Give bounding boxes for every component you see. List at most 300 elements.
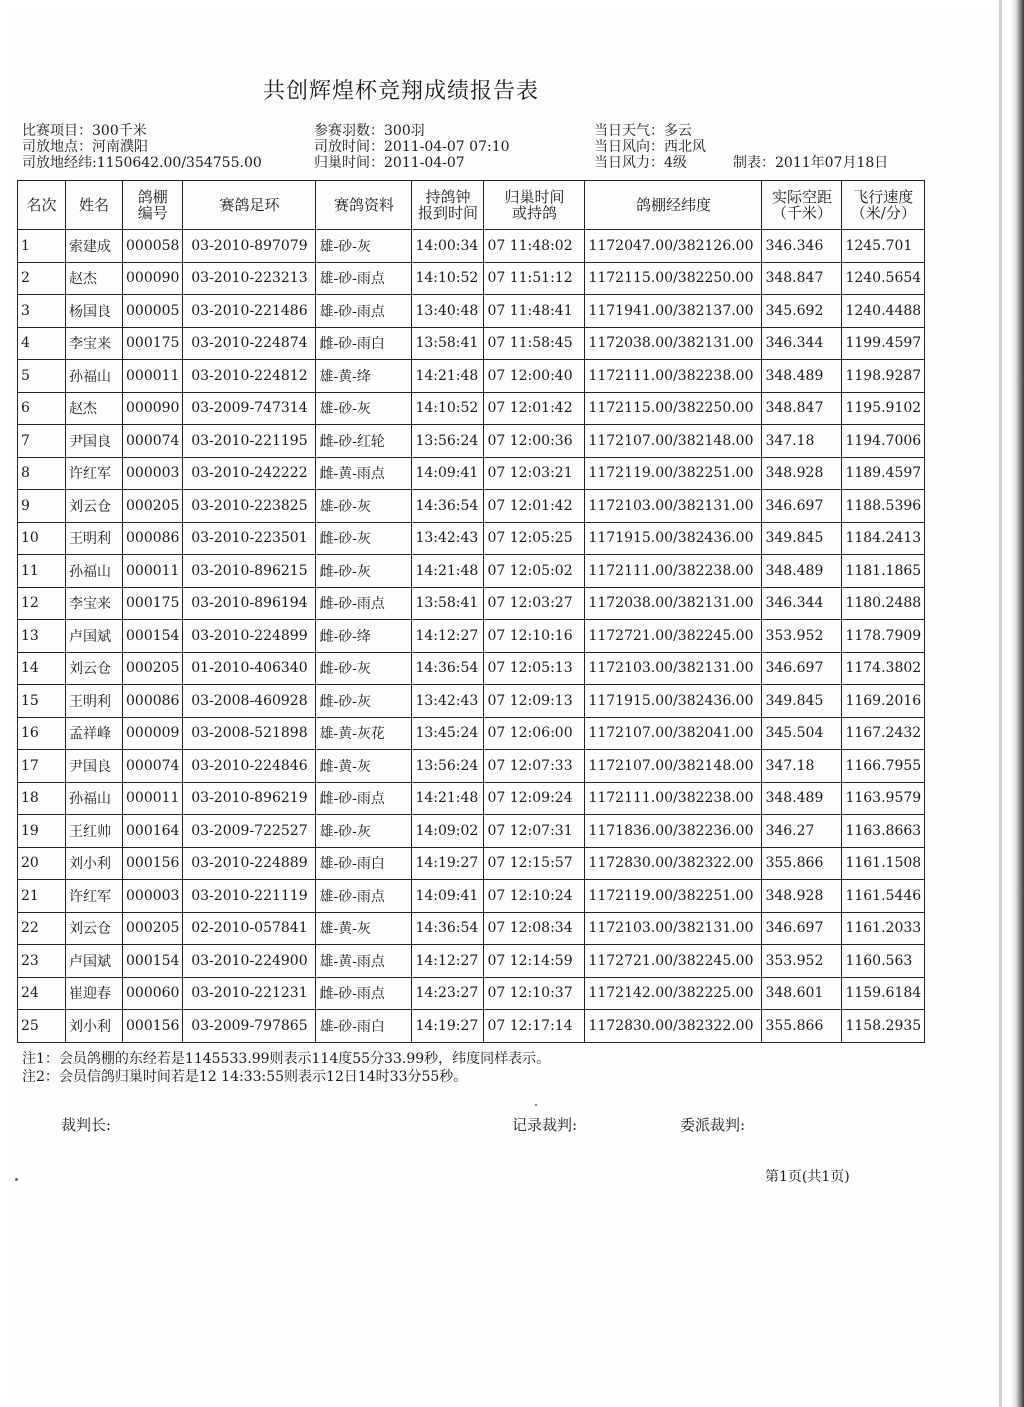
cell-loft-coordinates: 1172038.00/382131.00 xyxy=(585,587,762,620)
entry-count: 参赛羽数：300羽 xyxy=(314,123,425,139)
release-location: 司放地点：河南濮阳 xyxy=(22,139,148,155)
cell-rank: 10 xyxy=(18,522,66,555)
cell-clock-time: 14:12:27 xyxy=(412,620,484,653)
cell-loft-id: 000205 xyxy=(123,490,183,523)
cell-name: 尹国良 xyxy=(66,425,123,458)
cell-name: 赵杰 xyxy=(66,262,123,295)
cell-loft-coordinates: 1172830.00/382322.00 xyxy=(585,847,762,880)
cell-distance: 353.952 xyxy=(762,945,842,978)
cell-loft-coordinates: 1171836.00/382236.00 xyxy=(585,815,762,848)
wind-direction: 当日风向：西北风 xyxy=(594,139,706,155)
table-row xyxy=(18,392,925,425)
cell-bird-info: 雄-黄-雨点 xyxy=(316,945,412,978)
cell-clock-time: 13:56:24 xyxy=(412,425,484,458)
cell-ring-number: 03-2009-747314 xyxy=(183,392,316,425)
cell-name: 王明利 xyxy=(66,685,123,718)
cell-distance: 346.697 xyxy=(762,652,842,685)
cell-name: 卢国斌 xyxy=(66,620,123,653)
cell-ring-number: 03-2008-460928 xyxy=(183,685,316,718)
cell-loft-id: 000011 xyxy=(123,782,183,815)
cell-distance: 346.344 xyxy=(762,587,842,620)
cell-loft-coordinates: 1171915.00/382436.00 xyxy=(585,522,762,555)
cell-clock-time: 14:09:41 xyxy=(412,880,484,913)
table-body xyxy=(18,230,925,1043)
cell-clock-time: 13:45:24 xyxy=(412,717,484,750)
column-header-distance: 实际空距 （千米） xyxy=(762,181,842,230)
cell-loft-id: 000175 xyxy=(123,587,183,620)
return-time: 归巢时间：2011-04-07 xyxy=(314,155,465,171)
table-row xyxy=(18,945,925,978)
column-header-return-time: 归巢时间 或持鸽 xyxy=(484,181,585,230)
cell-distance: 353.952 xyxy=(762,620,842,653)
table-row xyxy=(18,717,925,750)
table-row xyxy=(18,327,925,360)
cell-speed: 1158.2935 xyxy=(842,1010,925,1043)
cell-rank: 11 xyxy=(18,555,66,588)
scan-edge-shadow xyxy=(1010,0,1024,1407)
cell-loft-coordinates: 1172119.00/382251.00 xyxy=(585,880,762,913)
note-1: 注1：会员鸽棚的东经若是1145533.99则表示114度55分33.99秒，纬度同样表示。 xyxy=(22,1051,551,1067)
table-row xyxy=(18,587,925,620)
cell-loft-id: 000090 xyxy=(123,392,183,425)
cell-bird-info: 雌-砂-雨点 xyxy=(316,587,412,620)
cell-name: 孟祥峰 xyxy=(66,717,123,750)
cell-distance: 345.692 xyxy=(762,295,842,328)
cell-return-time: 07 12:14:59 xyxy=(484,945,585,978)
cell-return-time: 07 12:00:40 xyxy=(484,360,585,393)
cell-clock-time: 14:36:54 xyxy=(412,652,484,685)
cell-return-time: 07 12:08:34 xyxy=(484,912,585,945)
results-table xyxy=(17,180,925,1043)
cell-clock-time: 14:36:54 xyxy=(412,490,484,523)
cell-rank: 2 xyxy=(18,262,66,295)
cell-distance: 348.489 xyxy=(762,360,842,393)
cell-bird-info: 雌-砂-绛 xyxy=(316,620,412,653)
cell-loft-id: 000205 xyxy=(123,652,183,685)
cell-speed: 1184.2413 xyxy=(842,522,925,555)
cell-speed: 1245.701 xyxy=(842,230,925,263)
cell-speed: 1178.7909 xyxy=(842,620,925,653)
cell-name: 孙福山 xyxy=(66,360,123,393)
table-row xyxy=(18,360,925,393)
cell-return-time: 07 12:10:24 xyxy=(484,880,585,913)
cell-rank: 20 xyxy=(18,847,66,880)
cell-speed: 1166.7955 xyxy=(842,750,925,783)
cell-bird-info: 雄-黄-灰 xyxy=(316,912,412,945)
cell-speed: 1161.1508 xyxy=(842,847,925,880)
table-row xyxy=(18,425,925,458)
cell-distance: 349.845 xyxy=(762,685,842,718)
cell-clock-time: 14:23:27 xyxy=(412,977,484,1010)
cell-speed: 1174.3802 xyxy=(842,652,925,685)
cell-rank: 16 xyxy=(18,717,66,750)
cell-distance: 348.928 xyxy=(762,457,842,490)
cell-ring-number: 03-2010-224900 xyxy=(183,945,316,978)
cell-rank: 21 xyxy=(18,880,66,913)
cell-loft-id: 000003 xyxy=(123,880,183,913)
table-row xyxy=(18,457,925,490)
cell-name: 许红军 xyxy=(66,457,123,490)
cell-name: 孙福山 xyxy=(66,782,123,815)
cell-loft-coordinates: 1171941.00/382137.00 xyxy=(585,295,762,328)
cell-bird-info: 雄-砂-雨点 xyxy=(316,295,412,328)
cell-rank: 7 xyxy=(18,425,66,458)
appointed-referee-label: 委派裁判: xyxy=(680,1116,746,1134)
cell-name: 杨国良 xyxy=(66,295,123,328)
cell-name: 王红帅 xyxy=(66,815,123,848)
cell-return-time: 07 12:05:13 xyxy=(484,652,585,685)
cell-distance: 347.18 xyxy=(762,750,842,783)
cell-distance: 349.845 xyxy=(762,522,842,555)
cell-clock-time: 14:09:41 xyxy=(412,457,484,490)
cell-distance: 355.866 xyxy=(762,1010,842,1043)
cell-rank: 23 xyxy=(18,945,66,978)
table-row xyxy=(18,685,925,718)
cell-loft-coordinates: 1172111.00/382238.00 xyxy=(585,360,762,393)
cell-clock-time: 14:19:27 xyxy=(412,847,484,880)
cell-loft-coordinates: 1172721.00/382245.00 xyxy=(585,945,762,978)
cell-ring-number: 03-2009-797865 xyxy=(183,1010,316,1043)
cell-loft-id: 000086 xyxy=(123,522,183,555)
cell-rank: 5 xyxy=(18,360,66,393)
weather: 当日天气：多云 xyxy=(594,123,692,139)
cell-return-time: 07 12:10:16 xyxy=(484,620,585,653)
page-number: 第1页(共1页) xyxy=(765,1169,850,1185)
cell-speed: 1188.5396 xyxy=(842,490,925,523)
cell-distance: 345.504 xyxy=(762,717,842,750)
cell-name: 刘云仓 xyxy=(66,912,123,945)
cell-loft-coordinates: 1172111.00/382238.00 xyxy=(585,782,762,815)
table-row xyxy=(18,262,925,295)
cell-return-time: 07 12:03:21 xyxy=(484,457,585,490)
cell-loft-coordinates: 1172038.00/382131.00 xyxy=(585,327,762,360)
column-header-bird-info: 赛鸽资料 xyxy=(316,181,412,230)
cell-name: 李宝来 xyxy=(66,587,123,620)
release-coordinates: 司放地经纬:1150642.00/354755.00 xyxy=(22,155,262,171)
cell-ring-number: 03-2010-221486 xyxy=(183,295,316,328)
table-row xyxy=(18,620,925,653)
cell-loft-coordinates: 1172115.00/382250.00 xyxy=(585,262,762,295)
cell-loft-id: 000009 xyxy=(123,717,183,750)
cell-ring-number: 03-2010-221119 xyxy=(183,880,316,913)
cell-bird-info: 雄-砂-雨点 xyxy=(316,262,412,295)
cell-loft-id: 000090 xyxy=(123,262,183,295)
cell-clock-time: 14:00:34 xyxy=(412,230,484,263)
cell-return-time: 07 12:01:42 xyxy=(484,392,585,425)
cell-return-time: 07 12:10:37 xyxy=(484,977,585,1010)
cell-ring-number: 03-2009-722527 xyxy=(183,815,316,848)
cell-rank: 1 xyxy=(18,230,66,263)
cell-distance: 355.866 xyxy=(762,847,842,880)
table-header-row xyxy=(18,181,925,230)
column-header-clock-time: 持鸽钟 报到时间 xyxy=(412,181,484,230)
cell-speed: 1163.9579 xyxy=(842,782,925,815)
cell-clock-time: 14:19:27 xyxy=(412,1010,484,1043)
column-header-ring-number: 赛鸽足环 xyxy=(183,181,316,230)
cell-rank: 8 xyxy=(18,457,66,490)
cell-speed: 1195.9102 xyxy=(842,392,925,425)
cell-bird-info: 雌-黄-灰 xyxy=(316,750,412,783)
cell-rank: 17 xyxy=(18,750,66,783)
cell-return-time: 07 12:05:02 xyxy=(484,555,585,588)
cell-loft-coordinates: 1172103.00/382131.00 xyxy=(585,490,762,523)
cell-bird-info: 雄-砂-雨白 xyxy=(316,1010,412,1043)
cell-return-time: 07 12:09:24 xyxy=(484,782,585,815)
recording-referee-label: 记录裁判: xyxy=(512,1116,578,1134)
cell-loft-id: 000154 xyxy=(123,620,183,653)
cell-return-time: 07 11:48:41 xyxy=(484,295,585,328)
cell-bird-info: 雌-砂-雨点 xyxy=(316,782,412,815)
cell-speed: 1169.2016 xyxy=(842,685,925,718)
cell-name: 卢国斌 xyxy=(66,945,123,978)
cell-bird-info: 雌-砂-灰 xyxy=(316,685,412,718)
cell-loft-coordinates: 1172107.00/382148.00 xyxy=(585,750,762,783)
cell-speed: 1159.6184 xyxy=(842,977,925,1010)
column-header-name: 姓名 xyxy=(66,181,123,230)
cell-name: 刘云仓 xyxy=(66,652,123,685)
cell-return-time: 07 12:17:14 xyxy=(484,1010,585,1043)
table-row xyxy=(18,295,925,328)
cell-rank: 22 xyxy=(18,912,66,945)
cell-name: 孙福山 xyxy=(66,555,123,588)
cell-loft-coordinates: 1172142.00/382225.00 xyxy=(585,977,762,1010)
table-row xyxy=(18,230,925,263)
cell-ring-number: 03-2008-521898 xyxy=(183,717,316,750)
table-row xyxy=(18,815,925,848)
cell-ring-number: 03-2010-224874 xyxy=(183,327,316,360)
cell-ring-number: 03-2010-896194 xyxy=(183,587,316,620)
cell-loft-id: 000175 xyxy=(123,327,183,360)
cell-loft-id: 000058 xyxy=(123,230,183,263)
cell-rank: 24 xyxy=(18,977,66,1010)
cell-clock-time: 13:56:24 xyxy=(412,750,484,783)
cell-speed: 1198.9287 xyxy=(842,360,925,393)
cell-distance: 346.697 xyxy=(762,490,842,523)
cell-loft-id: 000005 xyxy=(123,295,183,328)
cell-rank: 6 xyxy=(18,392,66,425)
cell-loft-coordinates: 1172119.00/382251.00 xyxy=(585,457,762,490)
cell-bird-info: 雄-砂-灰 xyxy=(316,230,412,263)
cell-speed: 1240.4488 xyxy=(842,295,925,328)
cell-name: 李宝来 xyxy=(66,327,123,360)
note-2: 注2：会员信鸽归巢时间若是12 14:33:55则表示12日14时33分55秒。 xyxy=(22,1069,468,1085)
cell-loft-id: 000011 xyxy=(123,360,183,393)
cell-return-time: 07 12:07:31 xyxy=(484,815,585,848)
cell-ring-number: 03-2010-223501 xyxy=(183,522,316,555)
table-row xyxy=(18,782,925,815)
release-time: 司放时间：2011-04-07 07:10 xyxy=(314,139,510,155)
cell-ring-number: 03-2010-224846 xyxy=(183,750,316,783)
cell-loft-id: 000205 xyxy=(123,912,183,945)
cell-clock-time: 13:42:43 xyxy=(412,522,484,555)
cell-return-time: 07 12:05:25 xyxy=(484,522,585,555)
cell-clock-time: 13:58:41 xyxy=(412,587,484,620)
cell-speed: 1167.2432 xyxy=(842,717,925,750)
cell-loft-coordinates: 1171915.00/382436.00 xyxy=(585,685,762,718)
column-header-rank: 名次 xyxy=(18,181,66,230)
cell-rank: 25 xyxy=(18,1010,66,1043)
cell-speed: 1160.563 xyxy=(842,945,925,978)
cell-loft-coordinates: 1172111.00/382238.00 xyxy=(585,555,762,588)
cell-name: 王明利 xyxy=(66,522,123,555)
cell-ring-number: 03-2010-223213 xyxy=(183,262,316,295)
cell-speed: 1194.7006 xyxy=(842,425,925,458)
cell-clock-time: 14:21:48 xyxy=(412,555,484,588)
cell-distance: 346.344 xyxy=(762,327,842,360)
cell-clock-time: 14:36:54 xyxy=(412,912,484,945)
cell-speed: 1199.4597 xyxy=(842,327,925,360)
cell-loft-id: 000156 xyxy=(123,1010,183,1043)
cell-rank: 12 xyxy=(18,587,66,620)
cell-return-time: 07 11:48:02 xyxy=(484,230,585,263)
cell-rank: 9 xyxy=(18,490,66,523)
cell-loft-coordinates: 1172103.00/382131.00 xyxy=(585,912,762,945)
cell-bird-info: 雄-黄-灰花 xyxy=(316,717,412,750)
event-item: 比赛项目：300千米 xyxy=(22,123,147,139)
cell-ring-number: 03-2010-223825 xyxy=(183,490,316,523)
cell-clock-time: 14:12:27 xyxy=(412,945,484,978)
cell-bird-info: 雄-砂-灰 xyxy=(316,490,412,523)
cell-bird-info: 雌-砂-红轮 xyxy=(316,425,412,458)
cell-ring-number: 03-2010-224889 xyxy=(183,847,316,880)
cell-clock-time: 14:10:52 xyxy=(412,392,484,425)
cell-clock-time: 13:42:43 xyxy=(412,685,484,718)
cell-return-time: 07 12:03:27 xyxy=(484,587,585,620)
cell-ring-number: 03-2010-224899 xyxy=(183,620,316,653)
scan-edge-line xyxy=(999,0,1002,1407)
cell-ring-number: 03-2010-242222 xyxy=(183,457,316,490)
table-row xyxy=(18,522,925,555)
cell-ring-number: 03-2010-221195 xyxy=(183,425,316,458)
cell-bird-info: 雌-砂-雨白 xyxy=(316,327,412,360)
cell-loft-id: 000060 xyxy=(123,977,183,1010)
cell-clock-time: 13:40:48 xyxy=(412,295,484,328)
cell-ring-number: 03-2010-224812 xyxy=(183,360,316,393)
cell-name: 赵杰 xyxy=(66,392,123,425)
cell-speed: 1189.4597 xyxy=(842,457,925,490)
table-row xyxy=(18,490,925,523)
cell-loft-coordinates: 1172721.00/382245.00 xyxy=(585,620,762,653)
cell-name: 刘小利 xyxy=(66,847,123,880)
table-row xyxy=(18,977,925,1010)
table-row xyxy=(18,652,925,685)
cell-loft-id: 000074 xyxy=(123,425,183,458)
cell-return-time: 07 12:00:36 xyxy=(484,425,585,458)
cell-bird-info: 雌-砂-灰 xyxy=(316,652,412,685)
cell-name: 崔迎春 xyxy=(66,977,123,1010)
scan-speck xyxy=(15,1178,18,1181)
cell-loft-id: 000003 xyxy=(123,457,183,490)
cell-ring-number: 02-2010-057841 xyxy=(183,912,316,945)
cell-loft-id: 000086 xyxy=(123,685,183,718)
cell-clock-time: 14:21:48 xyxy=(412,782,484,815)
column-header-loft-id: 鸽棚 编号 xyxy=(123,181,183,230)
cell-bird-info: 雌-砂-雨点 xyxy=(316,977,412,1010)
chief-referee-label: 裁判长: xyxy=(61,1116,112,1134)
cell-name: 刘云仓 xyxy=(66,490,123,523)
cell-loft-coordinates: 1172103.00/382131.00 xyxy=(585,652,762,685)
wind-force: 当日风力：4级 xyxy=(594,155,687,171)
table-row xyxy=(18,1010,925,1043)
cell-bird-info: 雄-砂-灰 xyxy=(316,815,412,848)
cell-distance: 347.18 xyxy=(762,425,842,458)
cell-return-time: 07 12:06:00 xyxy=(484,717,585,750)
column-header-speed: 飞行速度 （米/分） xyxy=(842,181,925,230)
cell-return-time: 07 12:07:33 xyxy=(484,750,585,783)
table-row xyxy=(18,555,925,588)
cell-ring-number: 03-2010-896215 xyxy=(183,555,316,588)
cell-speed: 1181.1865 xyxy=(842,555,925,588)
cell-rank: 3 xyxy=(18,295,66,328)
cell-name: 尹国良 xyxy=(66,750,123,783)
cell-distance: 348.489 xyxy=(762,555,842,588)
cell-clock-time: 14:10:52 xyxy=(412,262,484,295)
cell-return-time: 07 12:09:13 xyxy=(484,685,585,718)
cell-bird-info: 雄-黄-绛 xyxy=(316,360,412,393)
cell-name: 索建成 xyxy=(66,230,123,263)
cell-rank: 13 xyxy=(18,620,66,653)
cell-name: 许红军 xyxy=(66,880,123,913)
cell-bird-info: 雄-砂-雨白 xyxy=(316,847,412,880)
cell-bird-info: 雌-砂-灰 xyxy=(316,555,412,588)
cell-ring-number: 01-2010-406340 xyxy=(183,652,316,685)
cell-loft-coordinates: 1172047.00/382126.00 xyxy=(585,230,762,263)
scan-speck xyxy=(535,1104,537,1106)
cell-speed: 1240.5654 xyxy=(842,262,925,295)
column-header-loft-coordinates: 鸽棚经纬度 xyxy=(585,181,762,230)
table-row xyxy=(18,847,925,880)
report-title: 共创辉煌杯竞翔成绩报告表 xyxy=(263,79,540,104)
cell-rank: 19 xyxy=(18,815,66,848)
cell-clock-time: 14:21:48 xyxy=(412,360,484,393)
cell-bird-info: 雌-黄-雨点 xyxy=(316,457,412,490)
cell-rank: 4 xyxy=(18,327,66,360)
cell-bird-info: 雄-砂-灰 xyxy=(316,392,412,425)
cell-loft-id: 000154 xyxy=(123,945,183,978)
cell-bird-info: 雄-砂-雨点 xyxy=(316,880,412,913)
cell-distance: 348.928 xyxy=(762,880,842,913)
made-date: 制表：2011年07月18日 xyxy=(733,155,889,171)
cell-distance: 346.346 xyxy=(762,230,842,263)
table-row xyxy=(18,750,925,783)
cell-distance: 346.697 xyxy=(762,912,842,945)
cell-speed: 1163.8663 xyxy=(842,815,925,848)
cell-ring-number: 03-2010-897079 xyxy=(183,230,316,263)
cell-clock-time: 13:58:41 xyxy=(412,327,484,360)
cell-loft-id: 000164 xyxy=(123,815,183,848)
cell-loft-id: 000074 xyxy=(123,750,183,783)
cell-return-time: 07 11:58:45 xyxy=(484,327,585,360)
cell-loft-coordinates: 1172107.00/382148.00 xyxy=(585,425,762,458)
cell-speed: 1161.2033 xyxy=(842,912,925,945)
cell-return-time: 07 11:51:12 xyxy=(484,262,585,295)
cell-distance: 348.489 xyxy=(762,782,842,815)
cell-loft-coordinates: 1172115.00/382250.00 xyxy=(585,392,762,425)
cell-return-time: 07 12:01:42 xyxy=(484,490,585,523)
cell-speed: 1180.2488 xyxy=(842,587,925,620)
cell-clock-time: 14:09:02 xyxy=(412,815,484,848)
table-row xyxy=(18,912,925,945)
cell-name: 刘小利 xyxy=(66,1010,123,1043)
cell-loft-coordinates: 1172107.00/382041.00 xyxy=(585,717,762,750)
cell-rank: 15 xyxy=(18,685,66,718)
cell-distance: 348.601 xyxy=(762,977,842,1010)
cell-rank: 18 xyxy=(18,782,66,815)
cell-speed: 1161.5446 xyxy=(842,880,925,913)
table-row xyxy=(18,880,925,913)
cell-ring-number: 03-2010-896219 xyxy=(183,782,316,815)
cell-distance: 348.847 xyxy=(762,392,842,425)
